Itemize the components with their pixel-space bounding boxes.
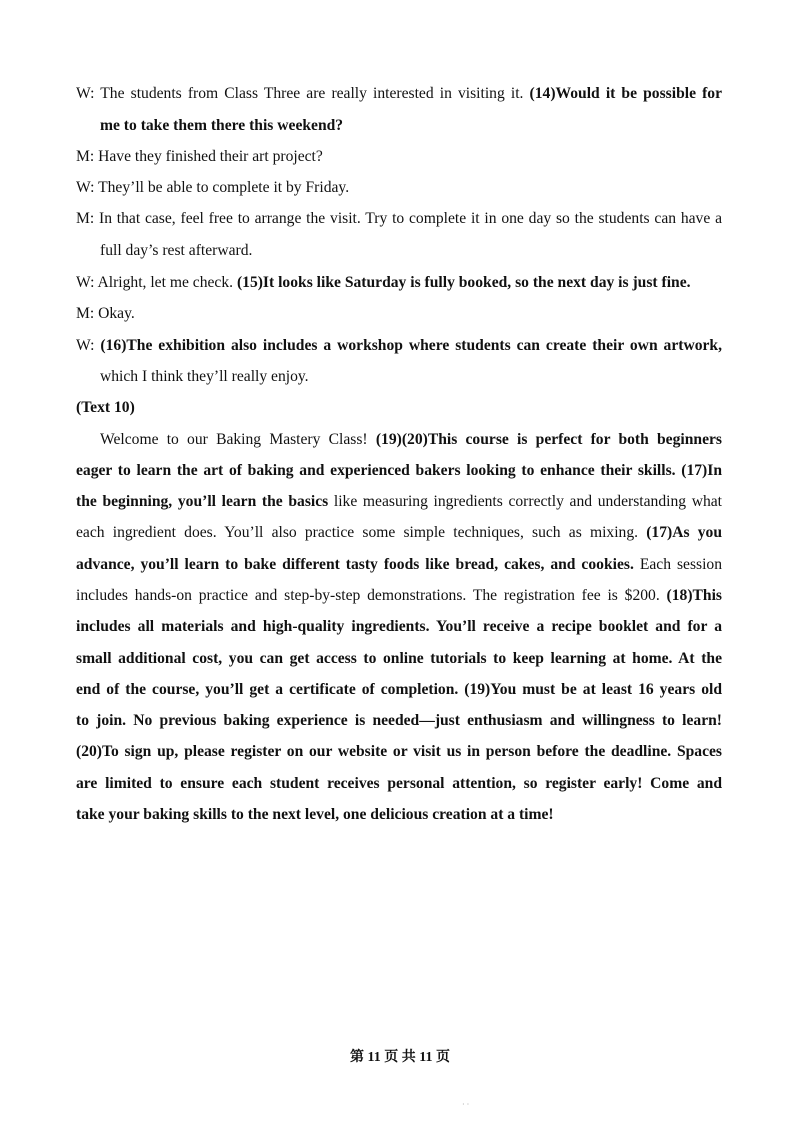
l3-bold: the beginning, you’ll learn the basics	[76, 493, 329, 510]
dialogue-line-m3: M: Okay.	[76, 305, 135, 322]
l6-text: includes hands-on practice and step-by-step demonstrations. The registration fee is $200.	[76, 587, 667, 604]
dialogue-line-w1	[76, 84, 722, 104]
w4-bold: (16)The exhibition also includes a workshop where students can create their own artwork,	[100, 337, 723, 354]
text10-line-11: (20)To sign up, please register on our website or visit us in person before the deadline. Spaces	[76, 743, 722, 760]
scan-speck: · ·	[462, 1100, 470, 1109]
dialogue-line-w4	[76, 336, 722, 356]
text10-line-4	[76, 523, 722, 543]
text10-line-5	[76, 555, 722, 575]
w4-text: W:	[76, 337, 101, 354]
text10-line-2: eager to learn the art of baking and experienced bakers looking to enhance their skills. (17)In	[76, 462, 722, 479]
text10-line-8: small additional cost, you can get access to online tutorials to keep learning at home. At the	[76, 650, 722, 667]
l6-bold: (18)This	[666, 587, 722, 604]
dialogue-line-w3	[76, 273, 691, 293]
dialogue-line-w2: W: They’ll be able to complete it by Friday.	[76, 179, 350, 196]
l3-text: like measuring ingredients correctly and understanding what	[328, 493, 723, 510]
text10-line-7: includes all materials and high-quality ingredients. You’ll receive a recipe booklet and for a	[76, 618, 722, 635]
text10-line-6	[76, 586, 722, 606]
dialogue-line-w4-cont: which I think they’ll really enjoy.	[100, 368, 309, 385]
dialogue-line-w1-cont: me to take them there this weekend?	[100, 117, 344, 134]
l5-text: Each session	[633, 556, 723, 573]
text10-line-12: are limited to ensure each student receives personal attention, so register early! Come and	[76, 775, 722, 792]
w1-bold: (14)Would it be possible for	[529, 85, 722, 102]
l1-text: Welcome to our Baking Mastery Class!	[100, 431, 376, 448]
text10-line-9: end of the course, you’ll get a certificate of completion. (19)You must be at least 16 years old	[76, 681, 722, 698]
text10-line-3	[76, 492, 722, 512]
w3-text: W: Alright, let me check.	[76, 274, 237, 291]
l4-text: each ingredient does. You’ll also practice some simple techniques, such as mixing.	[76, 524, 647, 541]
w1-text: W: The students from Class Three are really interested in visiting it.	[76, 85, 530, 102]
text10-line-13: take your baking skills to the next level, one delicious creation at a time!	[76, 806, 554, 823]
page-number-footer: 第 11 页 共 11 页	[350, 1050, 450, 1065]
text10-line-10: to join. No previous baking experience is needed—just enthusiasm and willingness to learn!	[76, 712, 722, 729]
dialogue-line-m2: M: In that case, feel free to arrange the visit. Try to complete it in one day so the students can have a	[76, 210, 722, 227]
l5-bold: advance, you’ll learn to bake different tasty foods like bread, cakes, and cookies.	[76, 556, 634, 573]
w3-bold: (15)It looks like Saturday is fully booked, so the next day is just fine.	[236, 274, 691, 291]
dialogue-line-m2-cont: full day’s rest afterward.	[100, 242, 253, 259]
text10-heading: (Text 10)	[76, 399, 135, 416]
text10-line-1	[100, 430, 722, 450]
l1-bold: (19)(20)This course is perfect for both beginners	[375, 431, 722, 448]
l4-bold: (17)As you	[646, 524, 722, 541]
dialogue-line-m1: M: Have they finished their art project?	[76, 148, 323, 165]
